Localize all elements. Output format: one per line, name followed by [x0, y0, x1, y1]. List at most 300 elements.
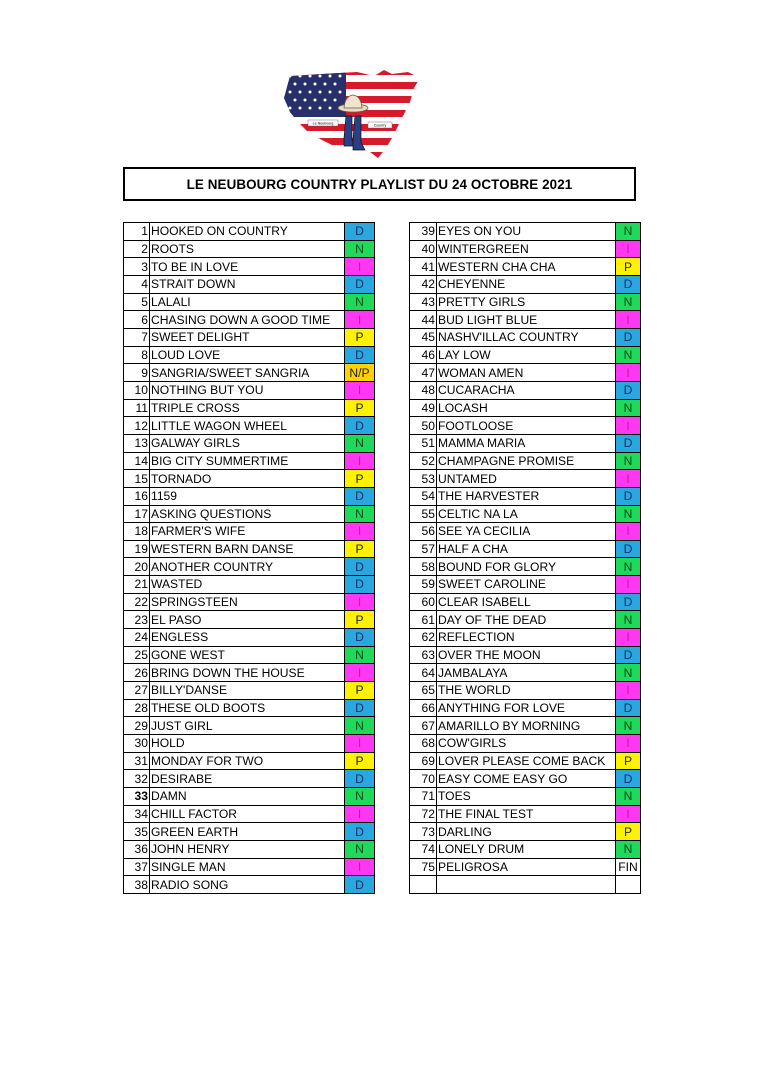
song-number: 27	[124, 682, 150, 700]
playlist-row	[410, 805, 641, 823]
song-number: 9	[124, 364, 150, 382]
playlist-row	[410, 840, 641, 858]
playlist-row	[410, 505, 641, 523]
song-title: WOMAN AMEN	[437, 364, 616, 382]
playlist-row	[410, 523, 641, 541]
dance-level-code: N	[616, 223, 641, 241]
playlist-row	[410, 487, 641, 505]
song-number: 69	[410, 752, 437, 770]
song-number: 21	[124, 576, 150, 594]
playlist-row	[124, 629, 375, 647]
logo-banner-left-text: Le Neubourg	[312, 121, 334, 126]
song-number: 19	[124, 540, 150, 558]
song-title: NOTHING BUT YOU	[150, 381, 345, 399]
song-title: NASHV'ILLAC COUNTRY	[437, 328, 616, 346]
song-title: THE FINAL TEST	[437, 805, 616, 823]
song-number: 50	[410, 417, 437, 435]
song-title: LONELY DRUM	[437, 840, 616, 858]
playlist-row	[124, 505, 375, 523]
dance-level-code: N	[616, 346, 641, 364]
song-title: ENGLESS	[150, 629, 345, 647]
song-title: BIG CITY SUMMERTIME	[150, 452, 345, 470]
song-number: 57	[410, 540, 437, 558]
dance-level-code: D	[616, 646, 641, 664]
song-title: CHASING DOWN A GOOD TIME	[150, 311, 345, 329]
song-number: 55	[410, 505, 437, 523]
song-number: 59	[410, 576, 437, 594]
dance-level-code: N	[345, 293, 375, 311]
dance-level-code: D	[345, 823, 375, 841]
playlist-row	[410, 664, 641, 682]
song-number: 7	[124, 328, 150, 346]
dance-level-code: I	[616, 523, 641, 541]
song-number: 28	[124, 699, 150, 717]
song-title: PELIGROSA	[437, 858, 616, 876]
playlist-row	[124, 275, 375, 293]
song-number: 3	[124, 258, 150, 276]
dance-level-code: I	[616, 682, 641, 700]
song-number: 14	[124, 452, 150, 470]
playlist-row	[124, 540, 375, 558]
song-number: 47	[410, 364, 437, 382]
playlist-row	[124, 434, 375, 452]
song-number: 63	[410, 646, 437, 664]
dance-level-code: I	[345, 381, 375, 399]
dance-level-code: FIN	[616, 858, 641, 876]
dance-level-code: D	[616, 275, 641, 293]
dance-level-code: N	[616, 788, 641, 806]
dance-level-code: I	[345, 523, 375, 541]
song-title: SWEET DELIGHT	[150, 328, 345, 346]
song-number: 41	[410, 258, 437, 276]
dance-level-code: D	[345, 576, 375, 594]
song-title: DARLING	[437, 823, 616, 841]
dance-level-code: P	[345, 611, 375, 629]
song-number: 33	[124, 788, 150, 806]
song-title: LOVER PLEASE COME BACK	[437, 752, 616, 770]
song-number: 43	[410, 293, 437, 311]
song-title: STRAIT DOWN	[150, 275, 345, 293]
playlist-row	[410, 223, 641, 241]
song-number: 62	[410, 629, 437, 647]
song-title	[437, 876, 616, 894]
playlist-row	[410, 417, 641, 435]
song-number: 44	[410, 311, 437, 329]
playlist-row	[124, 682, 375, 700]
song-title: THESE OLD BOOTS	[150, 699, 345, 717]
song-title: AMARILLO BY MORNING	[437, 717, 616, 735]
playlist-row	[410, 240, 641, 258]
song-number: 24	[124, 629, 150, 647]
dance-level-code: D	[345, 487, 375, 505]
song-number: 23	[124, 611, 150, 629]
song-number: 30	[124, 735, 150, 753]
song-number: 36	[124, 840, 150, 858]
song-title: BUD LIGHT BLUE	[437, 311, 616, 329]
song-title: LALALI	[150, 293, 345, 311]
song-title: TOES	[437, 788, 616, 806]
playlist-row	[410, 823, 641, 841]
playlist-row	[410, 699, 641, 717]
dance-level-code: I	[616, 240, 641, 258]
playlist-row	[124, 258, 375, 276]
song-title: CUCARACHA	[437, 381, 616, 399]
dance-level-code: N	[616, 664, 641, 682]
song-number: 38	[124, 876, 150, 894]
song-title: OVER THE MOON	[437, 646, 616, 664]
playlist-row	[124, 576, 375, 594]
playlist-row	[124, 452, 375, 470]
song-title: MAMMA MARIA	[437, 434, 616, 452]
song-number: 68	[410, 735, 437, 753]
playlist-row	[410, 275, 641, 293]
song-title: TRIPLE CROSS	[150, 399, 345, 417]
dance-level-code: D	[616, 593, 641, 611]
song-title: DAMN	[150, 788, 345, 806]
song-title: REFLECTION	[437, 629, 616, 647]
song-title: ASKING QUESTIONS	[150, 505, 345, 523]
song-number: 17	[124, 505, 150, 523]
playlist-row	[410, 434, 641, 452]
song-number: 5	[124, 293, 150, 311]
dance-level-code: D	[616, 487, 641, 505]
playlist-row	[410, 682, 641, 700]
song-title: RADIO SONG	[150, 876, 345, 894]
dance-level-code: I	[616, 311, 641, 329]
dance-level-code: N	[345, 434, 375, 452]
song-number: 34	[124, 805, 150, 823]
song-title: LOUD LOVE	[150, 346, 345, 364]
playlist-row	[410, 876, 641, 894]
song-title: DESIRABE	[150, 770, 345, 788]
dance-level-code: P	[345, 399, 375, 417]
dance-level-code: N	[616, 505, 641, 523]
dance-level-code: I	[616, 629, 641, 647]
song-title: COW'GIRLS	[437, 735, 616, 753]
song-number: 1	[124, 223, 150, 241]
dance-level-code: I	[616, 364, 641, 382]
song-title: HOOKED ON COUNTRY	[150, 223, 345, 241]
song-title: WINTERGREEN	[437, 240, 616, 258]
dance-level-code: N	[616, 558, 641, 576]
song-title: EL PASO	[150, 611, 345, 629]
song-number: 29	[124, 717, 150, 735]
song-title: EYES ON YOU	[437, 223, 616, 241]
song-number: 35	[124, 823, 150, 841]
dance-level-code: N	[345, 840, 375, 858]
song-number: 32	[124, 770, 150, 788]
usa-flag-logo	[282, 68, 424, 160]
song-number: 11	[124, 399, 150, 417]
song-number: 8	[124, 346, 150, 364]
song-number: 64	[410, 664, 437, 682]
dance-level-code: N	[616, 611, 641, 629]
song-number: 25	[124, 646, 150, 664]
playlist-row	[124, 558, 375, 576]
dance-level-code: D	[616, 699, 641, 717]
playlist-row	[124, 770, 375, 788]
playlist-title: LE NEUBOURG COUNTRY PLAYLIST DU 24 OCTOBRE 2021	[123, 167, 636, 201]
dance-level-code: P	[616, 823, 641, 841]
song-number: 53	[410, 470, 437, 488]
dance-level-code: I	[616, 417, 641, 435]
song-title: CHEYENNE	[437, 275, 616, 293]
song-number: 74	[410, 840, 437, 858]
dance-level-code: P	[616, 258, 641, 276]
song-title: CHILL FACTOR	[150, 805, 345, 823]
song-title: GONE WEST	[150, 646, 345, 664]
dance-level-code: I	[345, 735, 375, 753]
song-title: BRING DOWN THE HOUSE	[150, 664, 345, 682]
playlist-row	[124, 523, 375, 541]
playlist-row	[124, 788, 375, 806]
song-title: LAY LOW	[437, 346, 616, 364]
song-number	[410, 876, 437, 894]
song-number: 15	[124, 470, 150, 488]
dance-level-code: P	[345, 328, 375, 346]
playlist-row	[124, 823, 375, 841]
playlist-row	[410, 558, 641, 576]
dance-level-code: N	[345, 788, 375, 806]
dance-level-code: I	[345, 452, 375, 470]
song-title: CLEAR ISABELL	[437, 593, 616, 611]
song-number: 71	[410, 788, 437, 806]
dance-level-code: D	[345, 629, 375, 647]
song-title: CELTIC NA LA	[437, 505, 616, 523]
song-title: PRETTY GIRLS	[437, 293, 616, 311]
dance-level-code: I	[345, 858, 375, 876]
playlist-row	[410, 293, 641, 311]
song-number: 12	[124, 417, 150, 435]
dance-level-code: D	[345, 558, 375, 576]
playlist-row	[410, 328, 641, 346]
dance-level-code: D	[345, 275, 375, 293]
song-number: 39	[410, 223, 437, 241]
dance-level-code: P	[345, 470, 375, 488]
playlist-row	[410, 576, 641, 594]
playlist-row	[410, 381, 641, 399]
playlist-row	[124, 735, 375, 753]
playlist-row	[124, 293, 375, 311]
song-number: 20	[124, 558, 150, 576]
song-title: LOCASH	[437, 399, 616, 417]
song-number: 46	[410, 346, 437, 364]
dance-level-code: D	[345, 346, 375, 364]
song-title: GREEN EARTH	[150, 823, 345, 841]
dance-level-code: I	[616, 576, 641, 594]
playlist-row	[410, 346, 641, 364]
dance-level-code: I	[616, 805, 641, 823]
song-title: MONDAY FOR TWO	[150, 752, 345, 770]
playlist-row	[124, 240, 375, 258]
playlist-row	[124, 346, 375, 364]
playlist-row	[124, 858, 375, 876]
song-title: HOLD	[150, 735, 345, 753]
dance-level-code: I	[345, 311, 375, 329]
song-number: 67	[410, 717, 437, 735]
song-number: 42	[410, 275, 437, 293]
dance-level-code: I	[616, 735, 641, 753]
dance-level-code: P	[616, 752, 641, 770]
playlist-row	[410, 788, 641, 806]
song-title: LITTLE WAGON WHEEL	[150, 417, 345, 435]
dance-level-code: N/P	[345, 364, 375, 382]
song-number: 31	[124, 752, 150, 770]
song-number: 52	[410, 452, 437, 470]
song-title: THE HARVESTER	[437, 487, 616, 505]
playlist-row	[124, 364, 375, 382]
playlist-table-left	[123, 222, 375, 894]
song-title: ROOTS	[150, 240, 345, 258]
song-number: 75	[410, 858, 437, 876]
song-title: TORNADO	[150, 470, 345, 488]
playlist-row	[124, 611, 375, 629]
song-title: CHAMPAGNE PROMISE	[437, 452, 616, 470]
playlist-row	[410, 540, 641, 558]
song-title: UNTAMED	[437, 470, 616, 488]
playlist-row	[410, 629, 641, 647]
song-number: 60	[410, 593, 437, 611]
dance-level-code: N	[345, 717, 375, 735]
dance-level-code: D	[616, 770, 641, 788]
song-number: 22	[124, 593, 150, 611]
song-number: 56	[410, 523, 437, 541]
song-title: JUST GIRL	[150, 717, 345, 735]
song-title: DAY OF THE DEAD	[437, 611, 616, 629]
song-number: 49	[410, 399, 437, 417]
song-title: GALWAY GIRLS	[150, 434, 345, 452]
dance-level-code: D	[345, 417, 375, 435]
dance-level-code: D	[345, 699, 375, 717]
playlist-row	[410, 470, 641, 488]
dance-level-code: N	[345, 505, 375, 523]
playlist-row	[124, 717, 375, 735]
playlist-row	[124, 805, 375, 823]
song-title: 1159	[150, 487, 345, 505]
dance-level-code: P	[345, 752, 375, 770]
song-title: WESTERN BARN DANSE	[150, 540, 345, 558]
playlist-row	[410, 593, 641, 611]
playlist-row	[124, 646, 375, 664]
dance-level-code: N	[345, 646, 375, 664]
song-title: WESTERN CHA CHA	[437, 258, 616, 276]
playlist-row	[410, 735, 641, 753]
dance-level-code: I	[616, 470, 641, 488]
playlist-row	[124, 876, 375, 894]
playlist-row	[410, 717, 641, 735]
song-title: FARMER'S WIFE	[150, 523, 345, 541]
song-number: 54	[410, 487, 437, 505]
playlist-row	[410, 752, 641, 770]
playlist-row	[410, 452, 641, 470]
playlist-row	[124, 417, 375, 435]
song-title: SINGLE MAN	[150, 858, 345, 876]
playlist-row	[410, 770, 641, 788]
song-number: 40	[410, 240, 437, 258]
playlist-row	[410, 611, 641, 629]
song-number: 73	[410, 823, 437, 841]
dance-level-code: N	[616, 399, 641, 417]
dance-level-code: I	[345, 805, 375, 823]
playlist-row	[124, 699, 375, 717]
playlist-row	[124, 470, 375, 488]
playlist-row	[410, 646, 641, 664]
song-title: SANGRIA/SWEET SANGRIA	[150, 364, 345, 382]
dance-level-code: I	[345, 664, 375, 682]
dance-level-code: N	[345, 240, 375, 258]
song-number: 6	[124, 311, 150, 329]
song-number: 45	[410, 328, 437, 346]
song-number: 61	[410, 611, 437, 629]
playlist-row	[124, 593, 375, 611]
dance-level-code: P	[345, 682, 375, 700]
logo-banner-right-text: Country	[373, 123, 387, 128]
usa-map-flag-icon	[282, 68, 424, 160]
playlist-row	[124, 223, 375, 241]
playlist-row	[410, 258, 641, 276]
song-title: JAMBALAYA	[437, 664, 616, 682]
song-number: 72	[410, 805, 437, 823]
dance-level-code: D	[616, 540, 641, 558]
playlist-row	[124, 664, 375, 682]
song-title: BOUND FOR GLORY	[437, 558, 616, 576]
dance-level-code: D	[345, 770, 375, 788]
song-number: 26	[124, 664, 150, 682]
playlist-row	[410, 311, 641, 329]
playlist-row	[124, 311, 375, 329]
song-number: 58	[410, 558, 437, 576]
song-number: 18	[124, 523, 150, 541]
playlist-row	[410, 858, 641, 876]
song-title: THE WORLD	[437, 682, 616, 700]
playlist-row	[124, 752, 375, 770]
song-number: 16	[124, 487, 150, 505]
song-title: ANYTHING FOR LOVE	[437, 699, 616, 717]
song-title: EASY COME EASY GO	[437, 770, 616, 788]
song-number: 13	[124, 434, 150, 452]
dance-level-code	[616, 876, 641, 894]
dance-level-code: I	[345, 258, 375, 276]
dance-level-code: D	[345, 876, 375, 894]
song-number: 4	[124, 275, 150, 293]
song-title: HALF A CHA	[437, 540, 616, 558]
song-number: 66	[410, 699, 437, 717]
playlist-row	[124, 381, 375, 399]
song-title: ANOTHER COUNTRY	[150, 558, 345, 576]
song-number: 70	[410, 770, 437, 788]
song-title: TO BE IN LOVE	[150, 258, 345, 276]
dance-level-code: N	[616, 840, 641, 858]
dance-level-code: N	[616, 717, 641, 735]
song-title: JOHN HENRY	[150, 840, 345, 858]
song-title: WASTED	[150, 576, 345, 594]
song-number: 37	[124, 858, 150, 876]
dance-level-code: D	[616, 381, 641, 399]
song-title: SWEET CAROLINE	[437, 576, 616, 594]
song-number: 65	[410, 682, 437, 700]
song-title: SEE YA CECILIA	[437, 523, 616, 541]
dance-level-code: D	[616, 434, 641, 452]
song-title: BILLY'DANSE	[150, 682, 345, 700]
dance-level-code: I	[345, 593, 375, 611]
playlist-row	[124, 487, 375, 505]
song-number: 51	[410, 434, 437, 452]
playlist-row	[410, 399, 641, 417]
playlist-row	[410, 364, 641, 382]
playlist-table-right	[409, 222, 641, 894]
dance-level-code: P	[345, 540, 375, 558]
playlist-row	[124, 399, 375, 417]
